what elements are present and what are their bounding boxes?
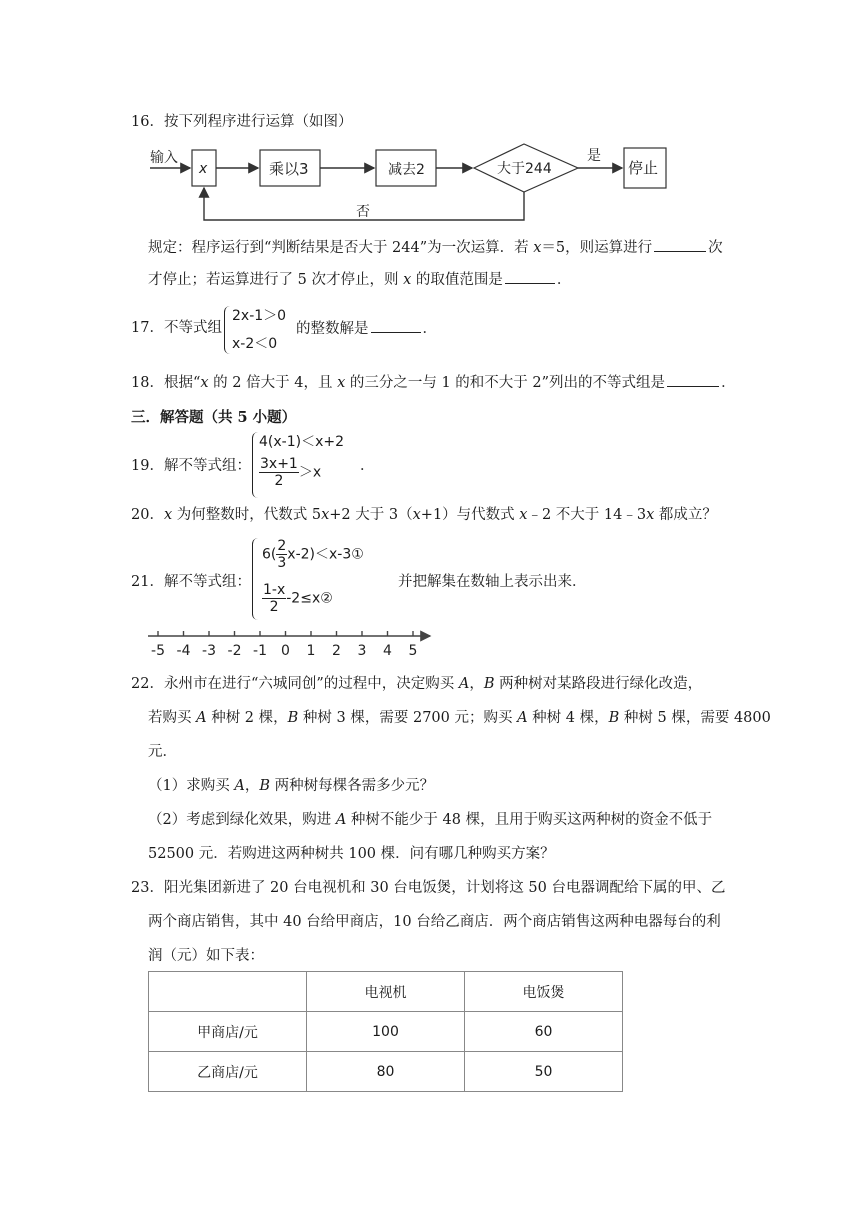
number-line-label: 4 <box>383 643 392 659</box>
number-line <box>140 626 440 660</box>
number-line-label: 1 <box>306 643 316 659</box>
table-row <box>149 1052 623 1092</box>
table-cell: 电饭煲 <box>465 972 623 1012</box>
q20-text: 20．x 为何整数时，代数式 5x+2 大于 3（x+1）与代数式 x﹣2 不大于 14﹣3x 都成立？ <box>131 507 717 523</box>
q16-line2: 才停止；若运算进行了 5 次才停止，则 x 的取值范围是 ． <box>148 269 571 290</box>
q17-brace <box>224 306 231 354</box>
number-line-label: -1 <box>253 643 267 659</box>
flow-stop-label: 停止 <box>628 159 659 177</box>
table-row <box>149 1012 623 1052</box>
q21-prefix: 21．解不等式组： <box>131 574 251 590</box>
number-line-label: 2 <box>332 643 341 659</box>
q22-line2: 若购买 A 种树 2 棵，B 种树 3 棵，需要 2700 元；购买 A 种树 4 棵，B 种树 5 棵，需要 4800 <box>148 710 771 726</box>
table-cell: 80 <box>307 1052 465 1092</box>
q17-ineq2: x-2＜0 <box>232 336 278 352</box>
q19-end: ． <box>360 458 375 474</box>
table-cell: 100 <box>307 1012 465 1052</box>
number-line-label: 3 <box>357 643 367 659</box>
q21-suffix: 并把解集在数轴上表示出来． <box>398 574 587 590</box>
flow-multiply-label: 乘以3 <box>269 160 309 178</box>
table-cell: 50 <box>465 1052 623 1092</box>
q18-text: 18．根据“x 的 2 倍大于 4，且 x 的三分之一与 1 的和不大于 2”列出的不等式组是 ． <box>131 372 736 393</box>
q19-brace <box>252 432 259 498</box>
table-header-row <box>149 972 623 1012</box>
q17-ineq1: 2x-1＞0 <box>232 308 287 324</box>
answer-blank <box>667 372 719 387</box>
flow-x-label: x <box>199 161 208 177</box>
table-cell: 乙商店/元 <box>149 1052 307 1092</box>
q19-prefix: 19．解不等式组： <box>131 458 251 474</box>
flow-input-label: 输入 <box>150 150 178 166</box>
table-cell <box>149 972 307 1012</box>
flow-no-label: 否 <box>356 204 370 220</box>
flow-subtract-label: 减去2 <box>388 162 425 178</box>
q23-line3: 润（元）如下表： <box>148 948 264 964</box>
number-line-label: -2 <box>227 643 242 659</box>
flow-yes-label: 是 <box>587 148 601 164</box>
section-heading: 三．解答题（共 5 小题） <box>131 409 297 426</box>
q17-prefix: 17．不等式组 <box>131 320 222 336</box>
table-cell: 电视机 <box>307 972 465 1012</box>
q22-line1: 22．永州市在进行“六城同创”的过程中，决定购买 A，B 两种树对某路段进行绿化改造， <box>131 676 703 692</box>
table-cell: 60 <box>465 1012 623 1052</box>
q19-ineq1: 4(x-1)＜x+2 <box>259 434 344 450</box>
q16-line1: 规定：程序运行到“判断结果是否大于 244”为一次运算．若 x＝5，则运算进行 次 <box>148 237 723 258</box>
q21-ineq1: 6( $\frac{2}{3}$ x-2)＜x-3① <box>262 538 364 571</box>
answer-blank <box>371 318 421 333</box>
q19-ineq2: $\frac{3x+1}{2}$ ＞x <box>260 456 322 489</box>
q22-line3: 元． <box>148 744 177 760</box>
number-line-label: -4 <box>176 643 191 659</box>
q22-part2a: （2）考虑到绿化效果，购进 A 种树不能少于 48 棵，且用于购买这两种树的资金不低于 <box>148 812 713 828</box>
answer-blank <box>654 237 706 252</box>
answer-blank <box>505 269 555 284</box>
q22-part2b: 52500 元．若购进这两种树共 100 棵．问有哪几种购买方案？ <box>148 846 555 862</box>
flowchart <box>140 140 680 226</box>
q17-suffix: 的整数解是 ． <box>296 318 437 339</box>
q21-ineq2: $\frac{1-x}{2}$ -2≤x② <box>263 582 333 615</box>
table-cell: 甲商店/元 <box>149 1012 307 1052</box>
number-line-label: -3 <box>202 643 216 659</box>
q23-line1: 23．阳光集团新进了 20 台电视机和 30 台电饭煲，计划将这 50 台电器调配给下属的甲、乙 <box>131 880 726 896</box>
q21-brace <box>252 538 259 620</box>
number-line-label: 5 <box>408 643 418 659</box>
q16-title: 16．按下列程序进行运算（如图） <box>131 114 353 130</box>
q23-line2: 两个商店销售，其中 40 台给甲商店，10 台给乙商店．两个商店销售这两种电器每台的利 <box>148 914 721 930</box>
profit-table <box>148 971 623 1092</box>
number-line-label: -5 <box>151 643 165 659</box>
q22-part1: （1）求购买 A，B 两种树每棵各需多少元？ <box>148 778 435 794</box>
number-line-label: 0 <box>281 643 290 659</box>
flow-condition-label: 大于244 <box>497 161 552 177</box>
